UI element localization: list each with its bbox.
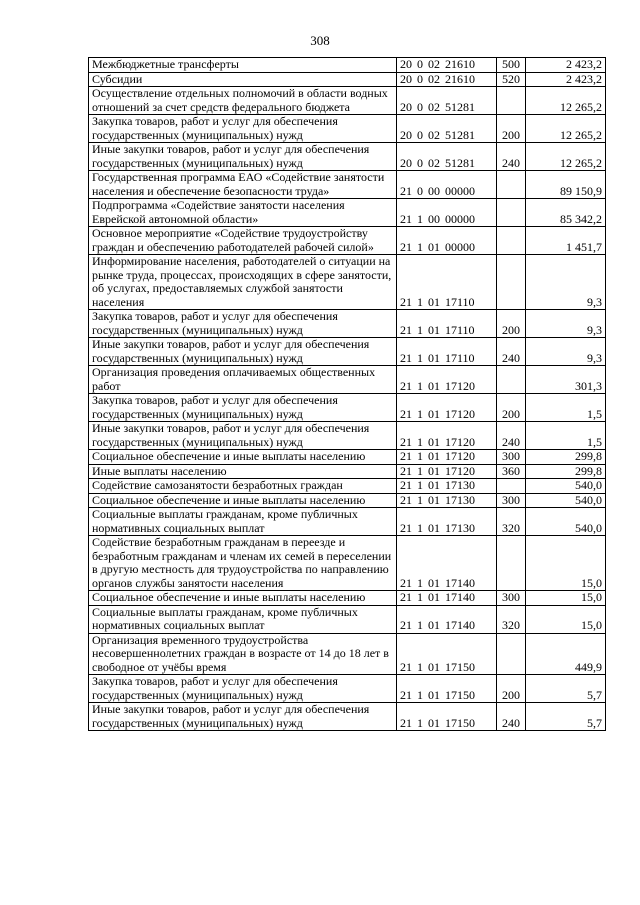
row-code-cell: 21 1 01 17150 bbox=[397, 675, 497, 703]
row-name-cell: Организация временного трудоустройства несовершеннолетних граждан в возрасте от 14 до 18 лет в свободное от учёбы время bbox=[89, 633, 397, 675]
row-name-cell: Содействие самозанятости безработных граждан bbox=[89, 479, 397, 494]
table-row bbox=[89, 633, 606, 675]
row-sum-cell: 89 150,9 bbox=[526, 171, 606, 199]
row-sum-cell: 299,8 bbox=[526, 464, 606, 479]
row-sum-cell: 12 265,2 bbox=[526, 143, 606, 171]
row-name-cell: Информирование населения, работодателей о ситуации на рынке труда, процессах, происходящих в сфере занятости, об услугах, предоставляемых службой занятости населения bbox=[89, 255, 397, 310]
budget-table-body bbox=[89, 58, 606, 731]
row-code-cell: 20 0 02 21610 bbox=[397, 72, 497, 87]
row-sum-cell: 2 423,2 bbox=[526, 72, 606, 87]
row-name-cell: Социальное обеспечение и иные выплаты населению bbox=[89, 591, 397, 606]
row-vr-cell bbox=[497, 87, 526, 115]
row-code-cell: 21 1 01 17140 bbox=[397, 536, 497, 591]
row-name-cell: Субсидии bbox=[89, 72, 397, 87]
row-code-cell: 21 1 00 00000 bbox=[397, 199, 497, 227]
row-sum-cell: 5,7 bbox=[526, 703, 606, 731]
row-code-cell: 20 0 02 51281 bbox=[397, 87, 497, 115]
table-row bbox=[89, 199, 606, 227]
table-row bbox=[89, 703, 606, 731]
row-vr-cell bbox=[497, 366, 526, 394]
row-code-cell: 21 1 01 17120 bbox=[397, 464, 497, 479]
row-code-cell: 20 0 02 21610 bbox=[397, 58, 497, 73]
table-row bbox=[89, 171, 606, 199]
row-vr-cell: 320 bbox=[497, 605, 526, 633]
row-code-cell: 21 1 01 00000 bbox=[397, 227, 497, 255]
row-sum-cell: 540,0 bbox=[526, 493, 606, 508]
table-row bbox=[89, 536, 606, 591]
row-name-cell: Социальные выплаты гражданам, кроме публичных нормативных социальных выплат bbox=[89, 605, 397, 633]
row-sum-cell: 301,3 bbox=[526, 366, 606, 394]
row-vr-cell bbox=[497, 227, 526, 255]
row-name-cell: Социальные выплаты гражданам, кроме публичных нормативных социальных выплат bbox=[89, 508, 397, 536]
row-vr-cell: 520 bbox=[497, 72, 526, 87]
row-vr-cell bbox=[497, 199, 526, 227]
row-vr-cell: 300 bbox=[497, 450, 526, 465]
row-name-cell: Социальное обеспечение и иные выплаты населению bbox=[89, 493, 397, 508]
row-vr-cell bbox=[497, 479, 526, 494]
row-code-cell: 20 0 02 51281 bbox=[397, 143, 497, 171]
table-row bbox=[89, 227, 606, 255]
row-name-cell: Содействие безработным гражданам в переезде и безработным гражданам и членам их семей в переселении в другую местность для трудоустройства по направлению органов службы занятости населения bbox=[89, 536, 397, 591]
row-vr-cell: 240 bbox=[497, 422, 526, 450]
row-vr-cell bbox=[497, 536, 526, 591]
row-sum-cell: 540,0 bbox=[526, 508, 606, 536]
table-row bbox=[89, 422, 606, 450]
row-vr-cell: 200 bbox=[497, 675, 526, 703]
row-name-cell: Иные выплаты населению bbox=[89, 464, 397, 479]
row-vr-cell: 320 bbox=[497, 508, 526, 536]
row-code-cell: 21 1 01 17120 bbox=[397, 422, 497, 450]
row-code-cell: 21 1 01 17150 bbox=[397, 633, 497, 675]
row-name-cell: Иные закупки товаров, работ и услуг для обеспечения государственных (муниципальных) нужд bbox=[89, 143, 397, 171]
row-vr-cell: 300 bbox=[497, 591, 526, 606]
row-sum-cell: 85 342,2 bbox=[526, 199, 606, 227]
row-sum-cell: 540,0 bbox=[526, 479, 606, 494]
row-code-cell: 21 1 01 17110 bbox=[397, 255, 497, 310]
row-sum-cell: 1,5 bbox=[526, 394, 606, 422]
row-name-cell: Закупка товаров, работ и услуг для обеспечения государственных (муниципальных) нужд bbox=[89, 675, 397, 703]
row-sum-cell: 15,0 bbox=[526, 591, 606, 606]
row-name-cell: Межбюджетные трансферты bbox=[89, 58, 397, 73]
row-name-cell: Основное мероприятие «Содействие трудоустройству граждан и обеспечению работодателей рабочей силой» bbox=[89, 227, 397, 255]
row-code-cell: 21 1 01 17120 bbox=[397, 394, 497, 422]
row-sum-cell: 1 451,7 bbox=[526, 227, 606, 255]
table-row bbox=[89, 87, 606, 115]
table-row bbox=[89, 115, 606, 143]
row-sum-cell: 12 265,2 bbox=[526, 115, 606, 143]
row-sum-cell: 449,9 bbox=[526, 633, 606, 675]
row-code-cell: 21 1 01 17120 bbox=[397, 450, 497, 465]
row-name-cell: Осуществление отдельных полномочий в области водных отношений за счет средств федерального бюджета bbox=[89, 87, 397, 115]
table-row bbox=[89, 143, 606, 171]
row-sum-cell: 15,0 bbox=[526, 605, 606, 633]
row-code-cell: 21 1 01 17110 bbox=[397, 338, 497, 366]
row-code-cell: 20 0 02 51281 bbox=[397, 115, 497, 143]
row-name-cell: Закупка товаров, работ и услуг для обеспечения государственных (муниципальных) нужд bbox=[89, 115, 397, 143]
row-sum-cell: 12 265,2 bbox=[526, 87, 606, 115]
row-sum-cell: 1,5 bbox=[526, 422, 606, 450]
row-vr-cell: 240 bbox=[497, 338, 526, 366]
row-sum-cell: 2 423,2 bbox=[526, 58, 606, 73]
row-sum-cell: 299,8 bbox=[526, 450, 606, 465]
row-vr-cell bbox=[497, 255, 526, 310]
row-vr-cell bbox=[497, 171, 526, 199]
row-sum-cell: 15,0 bbox=[526, 536, 606, 591]
table-row bbox=[89, 493, 606, 508]
row-code-cell: 21 0 00 00000 bbox=[397, 171, 497, 199]
table-row bbox=[89, 255, 606, 310]
row-name-cell: Социальное обеспечение и иные выплаты населению bbox=[89, 450, 397, 465]
row-code-cell: 21 1 01 17140 bbox=[397, 591, 497, 606]
table-row bbox=[89, 58, 606, 73]
row-vr-cell bbox=[497, 633, 526, 675]
budget-table bbox=[88, 57, 606, 731]
row-code-cell: 21 1 01 17150 bbox=[397, 703, 497, 731]
row-vr-cell: 200 bbox=[497, 115, 526, 143]
table-row bbox=[89, 591, 606, 606]
table-row bbox=[89, 338, 606, 366]
row-sum-cell: 5,7 bbox=[526, 675, 606, 703]
table-row bbox=[89, 366, 606, 394]
row-vr-cell: 300 bbox=[497, 493, 526, 508]
row-code-cell: 21 1 01 17110 bbox=[397, 310, 497, 338]
row-sum-cell: 9,3 bbox=[526, 338, 606, 366]
row-sum-cell: 9,3 bbox=[526, 255, 606, 310]
row-name-cell: Организация проведения оплачиваемых общественных работ bbox=[89, 366, 397, 394]
table-row bbox=[89, 508, 606, 536]
row-vr-cell: 500 bbox=[497, 58, 526, 73]
table-row bbox=[89, 450, 606, 465]
row-name-cell: Государственная программа ЕАО «Содействие занятости населения и обеспечение безопасности труда» bbox=[89, 171, 397, 199]
row-vr-cell: 360 bbox=[497, 464, 526, 479]
row-code-cell: 21 1 01 17130 bbox=[397, 508, 497, 536]
row-code-cell: 21 1 01 17130 bbox=[397, 493, 497, 508]
row-vr-cell: 240 bbox=[497, 703, 526, 731]
row-code-cell: 21 1 01 17140 bbox=[397, 605, 497, 633]
row-vr-cell: 200 bbox=[497, 310, 526, 338]
table-row bbox=[89, 394, 606, 422]
row-name-cell: Иные закупки товаров, работ и услуг для обеспечения государственных (муниципальных) нужд bbox=[89, 703, 397, 731]
row-name-cell: Закупка товаров, работ и услуг для обеспечения государственных (муниципальных) нужд bbox=[89, 310, 397, 338]
row-name-cell: Иные закупки товаров, работ и услуг для обеспечения государственных (муниципальных) нужд bbox=[89, 338, 397, 366]
row-code-cell: 21 1 01 17130 bbox=[397, 479, 497, 494]
row-vr-cell: 200 bbox=[497, 394, 526, 422]
table-row bbox=[89, 479, 606, 494]
table-row bbox=[89, 675, 606, 703]
row-name-cell: Иные закупки товаров, работ и услуг для обеспечения государственных (муниципальных) нужд bbox=[89, 422, 397, 450]
table-row bbox=[89, 605, 606, 633]
table-row bbox=[89, 464, 606, 479]
table-row bbox=[89, 72, 606, 87]
row-code-cell: 21 1 01 17120 bbox=[397, 366, 497, 394]
page-number: 308 bbox=[310, 33, 330, 48]
row-sum-cell: 9,3 bbox=[526, 310, 606, 338]
table-row bbox=[89, 310, 606, 338]
row-name-cell: Подпрограмма «Содействие занятости населения Еврейской автономной области» bbox=[89, 199, 397, 227]
row-name-cell: Закупка товаров, работ и услуг для обеспечения государственных (муниципальных) нужд bbox=[89, 394, 397, 422]
row-vr-cell: 240 bbox=[497, 143, 526, 171]
